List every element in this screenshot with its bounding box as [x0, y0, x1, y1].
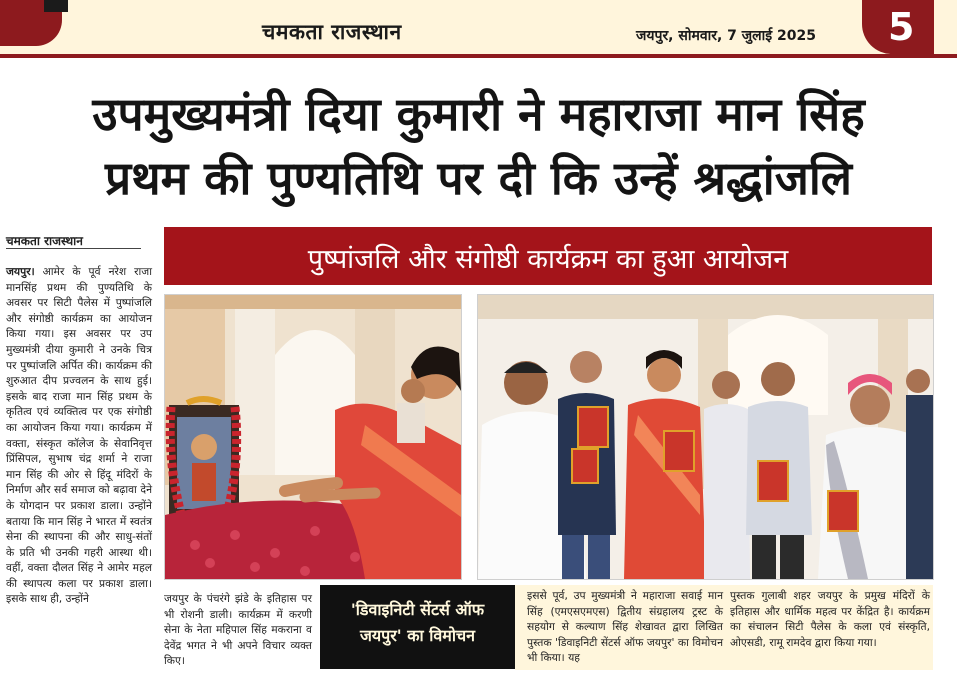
article-body-left [6, 264, 152, 607]
book-title-text [320, 597, 515, 649]
headline-line-2: प्रथम की पुण्यतिथि पर दी कि उन्हें श्रद्धांजलि [105, 151, 852, 205]
byline: चमकता राजस्थान [6, 234, 83, 248]
caption-column-3: इससे पूर्व, उप मुख्यमंत्री ने महाराजा सवाई मान सिंह (एमएसएमएस) द्वितीय संग्रहालय ट्रस्ट के सहयोग से कल्याण सिंह शेखावत द्वारा लिखित पुस्तक 'डिवाइनिटी सेंटर्स ऑफ जयपुर' का विमोचन भी किया। यह [527, 589, 723, 665]
corner-decoration [0, 0, 62, 46]
page-number: 5 [888, 5, 915, 49]
byline-rule [6, 248, 141, 249]
photo-floral-tribute-illustration [165, 295, 461, 579]
book-title-line-1: 'डिवाइनिटी सेंटर्स ऑफ [350, 600, 485, 619]
article-body-text: आमेर के पूर्व नरेश राजा मानसिंह प्रथम की पुण्यतिथि के अवसर पर सिटी पैलेस में पुष्पांजलि और संगोष्ठी कार्यक्रम का आयोजन किया गया। इस अवसर पर उप मुख्यमंत्री दीया कुमारी ने उनके चित्र पर पुष्पांजलि अर्पित की। कार्यक्रम की शुरुआत दीप प्रज्वलन के साथ हुई। इसके बाद राजा मान सिंह प्रथम के कृतित्व एवं व्यक्तित्व पर एक संगोष्ठी का आयोजन किया गया। कार्यक्रम में वक्ता, संस्कृत कॉलेज के सेवानिवृत्त प्रिंसिपल, सुभाष चंद्र शर्मा ने राजा मान सिंह की ओर से हिंदू मंदिरों के निर्माण और सर्व समाज को बढ़ावा देने के योगदान पर प्रकाश डाला। उन्होंने बताया कि मान सिंह ने भारत में स्वतंत्र सेना की स्थापना की और साधु-संतों के प्रति भी उनकी गहरी आस्था थी। वहीं, वक्ता दौलत सिंह ने आमेर महल की स्थापत्य कला पर प्रकाश डाला। इसके साथ ही, उन्होंने [6, 265, 152, 606]
dateline-word: जयपुर। [6, 265, 35, 278]
paper-name: चमकता राजस्थान [262, 20, 402, 44]
caption-column-1: जयपुर के पंचरंगे झंडे के इतिहास पर भी रोशनी डाली। कार्यक्रम में करणी सेना के नेता महिपाल सिंह मकराना व देवेंद्र भगत ने भी अपने विचार व्यक्त किए। [164, 592, 312, 668]
photo-book-launch [477, 294, 934, 580]
photo-floral-tribute [164, 294, 462, 580]
photo-book-launch-illustration [478, 295, 933, 579]
caption-column-4: पुस्तक गुलाबी शहर जयपुर के प्रमुख मंदिरों के इतिहास और धार्मिक महत्व पर केंद्रित है। कार्यक्रम का संचालन सिटी पैलेस के कला एवं संस्कृति, ओएसडी, रामू रामदेव द्वारा किया गया। [730, 589, 930, 649]
book-title-line-2: जयपुर' का विमोचन [359, 626, 476, 645]
headline-line-1: उपमुख्यमंत्री दिया कुमारी ने महाराजा मान सिंह [92, 87, 865, 141]
dateline: जयपुर, सोमवार, 7 जुलाई 2025 [636, 28, 817, 44]
subhead-text: पुष्पांजलि और संगोष्ठी कार्यक्रम का हुआ आयोजन [307, 244, 789, 275]
